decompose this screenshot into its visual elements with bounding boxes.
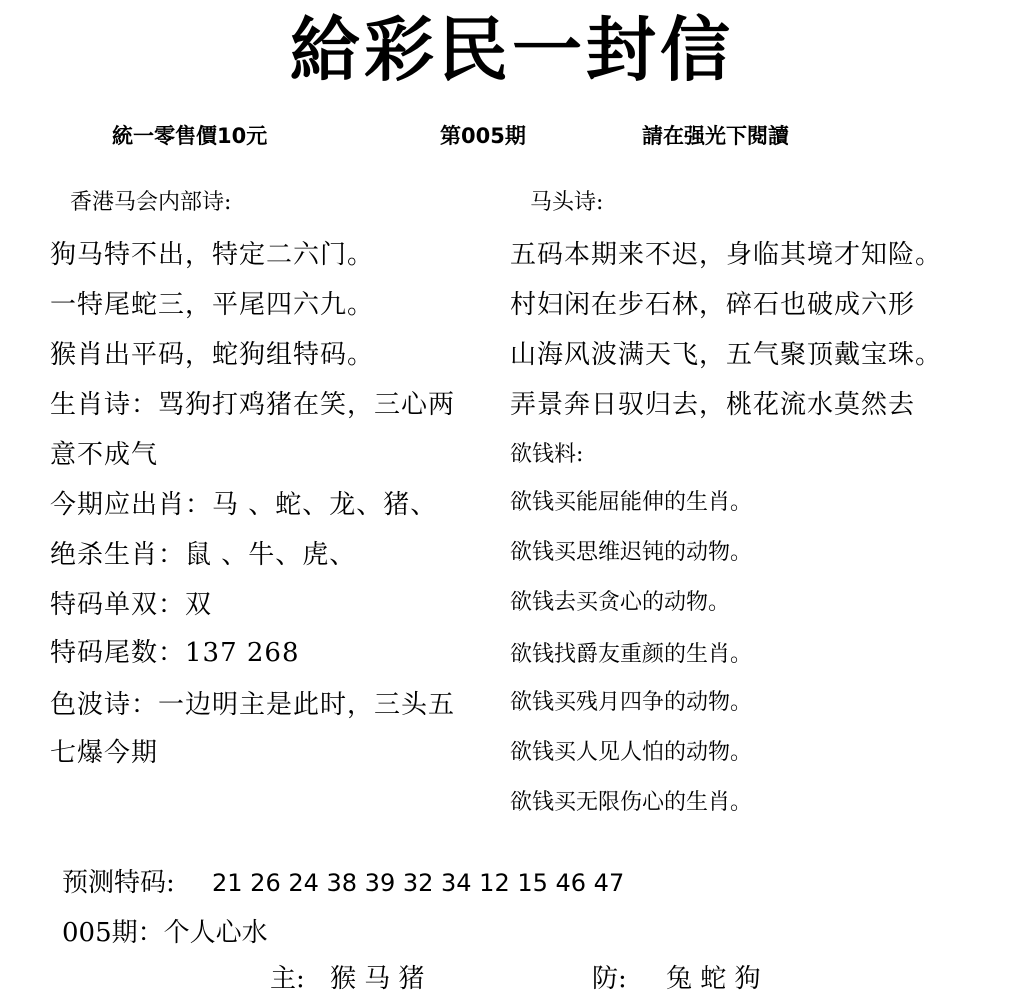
clue-line: 欲钱找爵友重颜的生肖。: [510, 642, 753, 667]
main-values: 猴 马 猪: [330, 964, 425, 994]
clue-line: 欲钱买人见人怕的动物。: [510, 740, 753, 765]
left-line: 猴肖出平码，蛇狗组特码。: [50, 340, 375, 370]
left-line: 特码单双：双: [50, 590, 213, 620]
reading-tip: 請在强光下閱讀: [642, 124, 789, 148]
left-line: 今期应出肖：马 、蛇、龙、猪、: [50, 490, 438, 520]
guard-label: 防:: [592, 964, 627, 994]
left-line: 生肖诗：骂狗打鸡猪在笑，三心两: [50, 390, 456, 420]
clue-line: 欲钱买残月四争的动物。: [510, 690, 753, 715]
price-text: 統一零售價10元: [112, 124, 268, 148]
main-label: 主:: [270, 964, 305, 994]
left-line: 一特尾蛇三，平尾四六九。: [50, 290, 375, 320]
clue-line: 欲钱买无限伤心的生肖。: [510, 790, 753, 815]
clue-line: 欲钱去买贪心的动物。: [510, 590, 731, 615]
left-line: 特码尾数：137 268: [50, 638, 300, 668]
clue-line: 欲钱买能屈能伸的生肖。: [510, 490, 753, 515]
guard-values: 兔 蛇 狗: [666, 964, 761, 994]
predict-label: 预测特码:: [62, 868, 175, 898]
poem-line: 弄景奔日驭归去，桃花流水莫然去: [510, 390, 916, 420]
left-line: 色波诗：一边明主是此时，三头五: [50, 690, 456, 720]
poem-line: 五码本期来不迟，身临其境才知险。: [510, 240, 943, 270]
left-line: 意不成气: [50, 440, 159, 470]
predict-numbers: 21 26 24 38 39 32 34 12 15 46 47: [212, 869, 625, 897]
issue-number: 第005期: [440, 124, 526, 148]
poem-line: 村妇闲在步石林，碎石也破成六形: [510, 290, 916, 320]
left-line: 狗马特不出，特定二六门。: [50, 240, 375, 270]
poem-line: 山海风波满天飞，五气聚顶戴宝珠。: [510, 340, 943, 370]
right-heading: 马头诗:: [530, 190, 604, 215]
left-heading: 香港马会内部诗:: [70, 190, 232, 215]
page-title: 給彩民一封信: [290, 9, 734, 91]
issue-note: 005期：个人心水: [62, 918, 268, 948]
left-line: 绝杀生肖：鼠 、牛、虎、: [50, 540, 357, 570]
left-line: 七爆今期: [50, 738, 159, 768]
clue-line: 欲钱买思维迟钝的动物。: [510, 540, 753, 565]
clue-heading: 欲钱料:: [510, 442, 584, 467]
